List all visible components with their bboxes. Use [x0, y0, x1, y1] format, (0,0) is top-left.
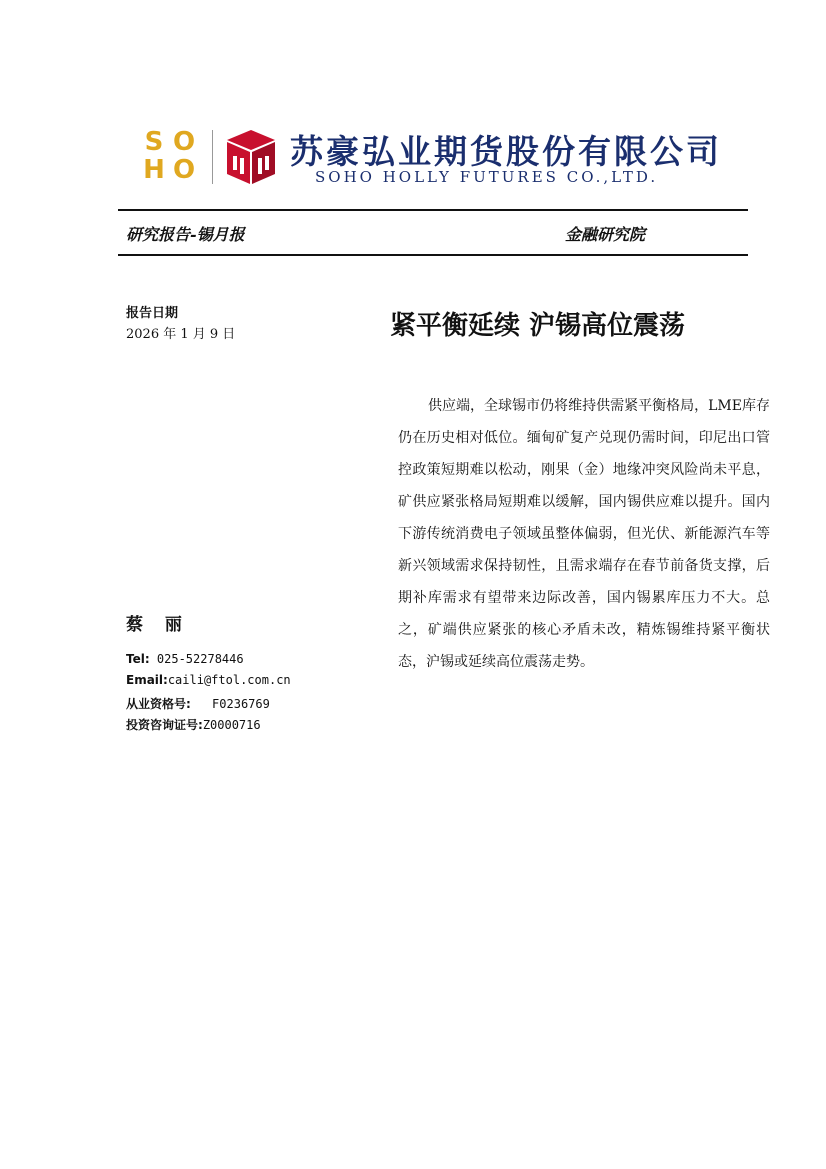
company-name-en: SOHO HOLLY FUTURES CO.,LTD. — [315, 168, 659, 186]
author-name: 蔡 丽 — [126, 615, 190, 635]
logo-letter: O — [172, 127, 196, 157]
logo-divider — [212, 130, 213, 184]
soho-logo-mark — [140, 127, 202, 185]
report-date-value: 2026 年 1 月 9 日 — [126, 327, 236, 342]
header-rule-bottom — [118, 254, 748, 256]
company-name-cn: 苏豪弘业期货股份有限公司 — [290, 132, 722, 171]
department: 金融研究院 — [565, 225, 646, 244]
tel-label: Tel: — [126, 652, 150, 666]
contact-consulting-cert — [126, 716, 261, 733]
qualification-value: F0236769 — [212, 697, 270, 711]
contact-tel — [126, 652, 244, 666]
contact-qualification — [126, 695, 270, 712]
logo-letter: S — [144, 127, 164, 157]
consulting-cert-label: 投资咨询证号: — [126, 718, 203, 732]
report-type: 研究报告-锡月报 — [126, 225, 245, 244]
report-title: 紧平衡延续 沪锡高位震荡 — [390, 311, 686, 341]
red-cube-icon — [225, 128, 277, 186]
header-rule-top — [118, 209, 748, 211]
company-logo — [140, 126, 720, 188]
logo-letter: O — [172, 155, 196, 185]
email-label: Email: — [126, 673, 168, 687]
report-date-label: 报告日期 — [126, 306, 179, 321]
email-value[interactable]: caili@ftol.com.cn — [167, 673, 291, 687]
consulting-cert-value: Z0000716 — [202, 718, 261, 732]
qualification-label: 从业资格号: — [126, 697, 191, 711]
logo-letter: H — [143, 155, 165, 185]
tel-value: 025-52278446 — [156, 652, 244, 666]
report-summary: 供应端，全球锡市仍将维持供需紧平衡格局，LME库存仍在历史相对低位。缅甸矿复产兑现仍需时间，印尼出口管控政策短期难以松动，刚果（金）地缘冲突风险尚未平息，矿供应紧张格局短期难以缓解，国内锡供应难以提升。国内下游传统消费电子领域虽整体偏弱，但光伏、新能源汽车等新兴领域需求保持韧性，且需求端存在春节前备货支撑，后期补库需求有望带来边际改善，国内锡累库压力不大。总之，矿端供应紧张的核心矛盾未改，精炼锡维持紧平衡状态，沪锡或延续高位震荡走势。 — [398, 398, 770, 670]
contact-email — [126, 673, 291, 687]
